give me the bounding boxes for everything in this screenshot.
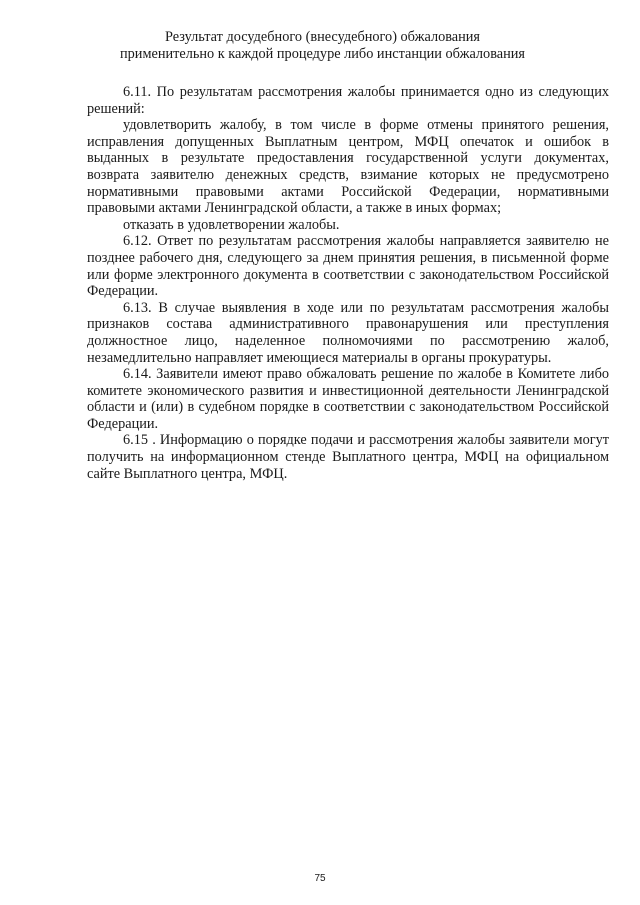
paragraph-6-15: 6.15 . Информацию о порядке подачи и рассмотрения жалобы заявители могут получить на информационном стенде Выплатного центра, МФЦ на официальном сайте Выплатного центра, МФЦ. [87, 432, 609, 482]
paragraph-6-12: 6.12. Ответ по результатам рассмотрения жалобы направляется заявителю не позднее рабочего дня, следующего за днем принятия решения, в письменной форме или форме электронного документа в соответствии с законодательством Российской Федерации. [87, 233, 609, 300]
paragraph-6-11: 6.11. По результатам рассмотрения жалобы принимается одно из следующих решений: [87, 84, 609, 117]
paragraph-option-refuse: отказать в удовлетворении жалобы. [123, 216, 340, 233]
page-number: 75 [314, 873, 326, 884]
paragraph-option-satisfy: удовлетворить жалобу, в том числе в форме отмены принятого решения, исправления допущенных Выплатным центром, МФЦ опечаток и ошибок в выданных в результате предоставления государственной услуги документах, возврата заявителю денежных средств, взимание которых не предусмотрено нормативными правовыми актами Российской Федерации, нормативными правовыми актами Ленинградской области, а также в иных формах; [87, 117, 609, 217]
section-heading-line-1: Результат досудебного (внесудебного) обжалования [164, 29, 481, 45]
paragraph-6-14: 6.14. Заявители имеют право обжаловать решение по жалобе в Комитете либо комитете экономического развития и инвестиционной деятельности Ленинградской области и (или) в судебном порядке в соответствии с законодательством Российской Федерации. [87, 366, 609, 432]
section-heading-line-2: применительно к каждой процедуре либо инстанции обжалования [120, 46, 525, 62]
paragraph-6-13: 6.13. В случае выявления в ходе или по результатам рассмотрения жалобы признаков состава административного правонарушения или преступления должностное лицо, наделенное полномочиями по рассмотрению жалоб, незамедлительно направляет имеющиеся материалы в органы прокуратуры. [87, 299, 609, 366]
section-heading [80, 29, 565, 63]
document-body [87, 84, 609, 482]
